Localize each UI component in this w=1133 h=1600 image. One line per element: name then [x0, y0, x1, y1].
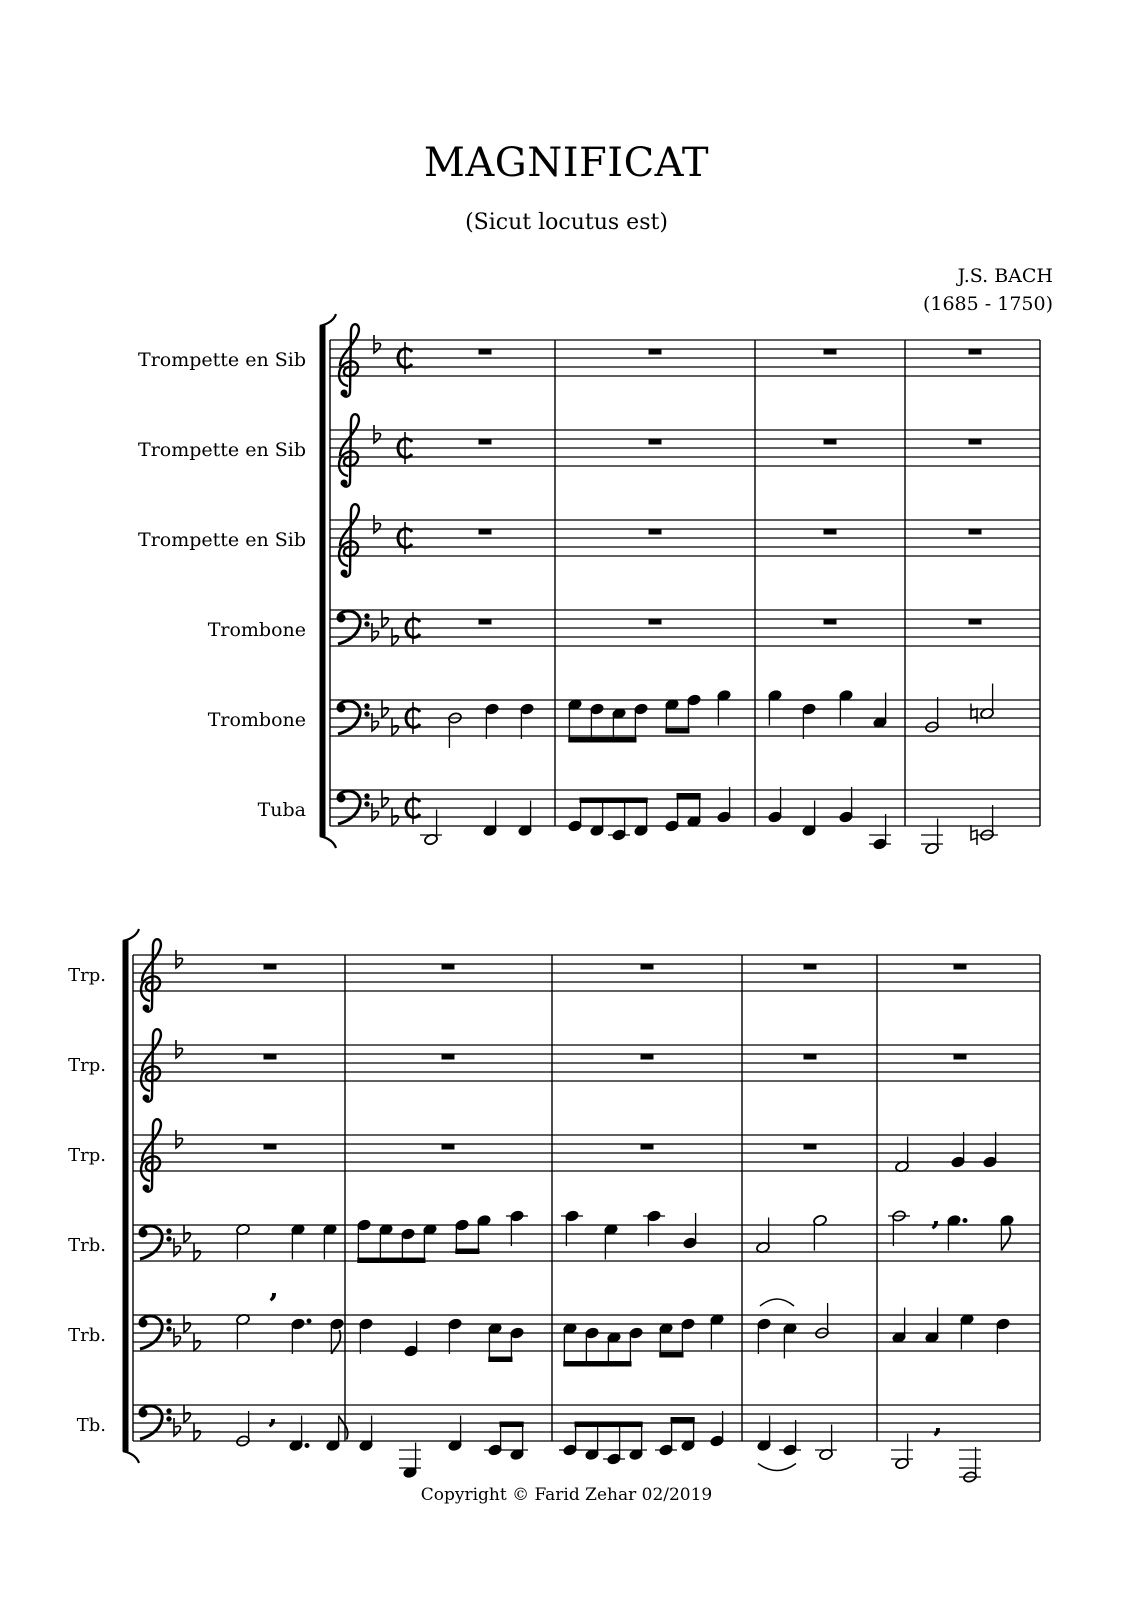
whole-rest-icon — [479, 529, 491, 534]
whole-rest-icon — [479, 619, 491, 624]
whole-rest-icon — [824, 619, 836, 624]
whole-rest-icon — [804, 1144, 816, 1149]
breath-mark-icon: , — [932, 1205, 940, 1231]
flat-icon — [174, 1238, 181, 1256]
bass-clef-icon — [365, 614, 369, 618]
flat-icon — [372, 713, 379, 731]
whole-rest-icon — [264, 1144, 276, 1149]
note-beam — [677, 794, 700, 799]
whole-rest-icon — [264, 1054, 276, 1059]
note-beam — [660, 1353, 683, 1358]
instrument-label: Trb. — [68, 1325, 106, 1346]
bass-clef-icon — [337, 704, 345, 712]
bass-clef-icon — [337, 614, 345, 622]
treble-clef-icon — [341, 480, 347, 486]
flat-icon — [174, 1328, 181, 1346]
whole-rest-icon — [641, 1054, 653, 1059]
natural-icon — [971, 704, 977, 724]
note-beam — [569, 738, 636, 743]
treble-clef-icon — [339, 414, 359, 486]
augmentation-dot — [305, 1444, 309, 1448]
note-beam — [500, 1422, 523, 1427]
instrument-label: Trombone — [207, 709, 306, 731]
whole-rest-icon — [954, 1054, 966, 1059]
copyright-notice: Copyright © Farid Zehar 02/2019 — [420, 1485, 713, 1505]
breath-mark-icon: , — [934, 1412, 942, 1438]
flat-icon — [372, 803, 379, 821]
whole-rest-icon — [442, 1144, 454, 1149]
treble-clef-icon — [341, 390, 347, 396]
note-beam — [580, 798, 647, 803]
note-flag — [339, 1416, 348, 1440]
instrument-label: Trb. — [68, 1235, 106, 1256]
composer-name: J.S. BACH — [957, 265, 1053, 287]
whole-rest-icon — [649, 439, 661, 444]
instrument-label: Trompette en Sib — [138, 529, 306, 551]
flat-icon — [374, 425, 381, 443]
instrument-label: Trp. — [68, 1055, 106, 1076]
bass-clef-icon — [139, 1229, 147, 1237]
instrument-label: Tuba — [257, 799, 306, 821]
whole-rest-icon — [641, 1144, 653, 1149]
flat-icon — [374, 335, 381, 353]
whole-rest-icon — [824, 529, 836, 534]
bass-clef-icon — [167, 1417, 171, 1421]
bass-clef-icon — [139, 1319, 147, 1327]
bass-clef-icon — [167, 1319, 171, 1323]
augmentation-dot — [963, 1219, 967, 1223]
note-beam — [456, 1249, 479, 1254]
note-beam — [575, 1422, 642, 1427]
instrument-label: Trompette en Sib — [138, 439, 306, 461]
whole-rest-icon — [649, 529, 661, 534]
whole-rest-icon — [804, 964, 816, 969]
bass-clef-icon — [167, 1327, 171, 1331]
whole-rest-icon — [479, 349, 491, 354]
whole-rest-icon — [824, 349, 836, 354]
flat-icon — [176, 1040, 183, 1058]
treble-clef-icon — [143, 1005, 149, 1011]
flat-icon — [176, 950, 183, 968]
whole-rest-icon — [442, 964, 454, 969]
system-bracket — [123, 929, 139, 941]
score-title: MAGNIFICAT — [423, 140, 710, 186]
augmentation-dot — [307, 1319, 311, 1323]
composer-dates: (1685 - 1750) — [922, 293, 1053, 315]
treble-clef-icon — [143, 1095, 149, 1101]
whole-rest-icon — [264, 964, 276, 969]
system-bracket — [123, 941, 128, 1451]
treble-clef-icon — [141, 1119, 161, 1191]
note-flag — [1001, 1227, 1010, 1251]
bass-clef-icon — [167, 1229, 171, 1233]
slur-mark — [760, 1299, 794, 1306]
note-beam — [489, 1357, 512, 1362]
bass-clef-icon — [365, 704, 369, 708]
breath-mark-icon: , — [269, 1403, 277, 1429]
system-bracket — [320, 836, 336, 848]
bass-clef-icon — [337, 794, 345, 802]
note-beam — [671, 1418, 694, 1423]
system-bracket — [123, 1451, 139, 1463]
whole-rest-icon — [479, 439, 491, 444]
bass-clef-icon — [167, 1409, 171, 1413]
treble-clef-icon — [141, 1029, 161, 1101]
instrument-label: Trp. — [68, 1145, 106, 1166]
whole-rest-icon — [824, 439, 836, 444]
flat-icon — [174, 1418, 181, 1436]
bass-clef-icon — [365, 622, 369, 626]
whole-rest-icon — [649, 349, 661, 354]
instrument-label: Trombone — [207, 619, 306, 641]
whole-rest-icon — [804, 1054, 816, 1059]
treble-clef-icon — [141, 939, 161, 1011]
whole-rest-icon — [954, 964, 966, 969]
flat-icon — [372, 623, 379, 641]
score-subtitle: (Sicut locutus est) — [465, 210, 668, 235]
whole-rest-icon — [641, 964, 653, 969]
note-beam — [358, 1258, 425, 1263]
whole-rest-icon — [969, 439, 981, 444]
treble-clef-icon — [143, 1185, 149, 1191]
note-beam — [564, 1362, 631, 1367]
whole-rest-icon — [969, 529, 981, 534]
bass-clef-icon — [365, 794, 369, 798]
whole-rest-icon — [969, 349, 981, 354]
breath-mark-icon: , — [270, 1277, 278, 1303]
flat-icon — [374, 515, 381, 533]
bass-clef-icon — [365, 802, 369, 806]
note-beam — [666, 729, 689, 734]
instrument-label: Trp. — [68, 965, 106, 986]
instrument-label: Tb. — [76, 1415, 106, 1436]
whole-rest-icon — [442, 1054, 454, 1059]
whole-rest-icon — [649, 619, 661, 624]
treble-clef-icon — [339, 504, 359, 576]
bass-clef-icon — [167, 1237, 171, 1241]
flat-icon — [176, 1130, 183, 1148]
instrument-label: Trompette en Sib — [138, 349, 306, 371]
system-bracket — [320, 326, 325, 836]
treble-clef-icon — [341, 570, 347, 576]
bass-clef-icon — [365, 712, 369, 716]
bass-clef-icon — [139, 1409, 147, 1417]
whole-rest-icon — [969, 619, 981, 624]
system-bracket — [320, 314, 336, 326]
treble-clef-icon — [339, 324, 359, 396]
slur-mark — [758, 1464, 796, 1471]
